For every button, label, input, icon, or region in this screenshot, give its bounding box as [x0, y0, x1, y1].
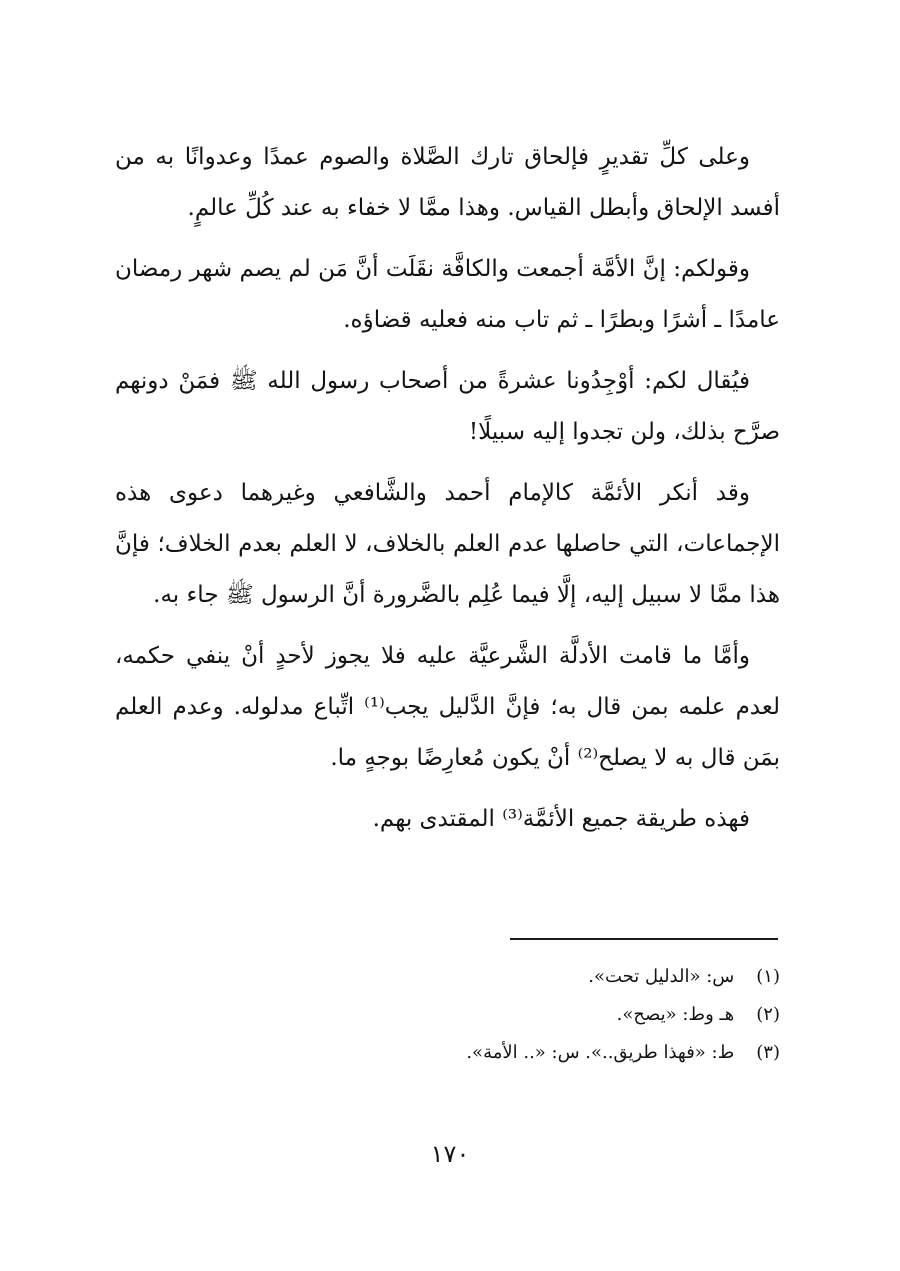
- footnote-number: (٣): [756, 1042, 780, 1063]
- footnote-1: [115, 958, 780, 996]
- page-number: ١٧٠: [430, 1140, 470, 1168]
- footnote-text: ط: «فهذا طريق..». س: «.. الأمة».: [466, 1042, 735, 1063]
- footnote-text: هـ وط: «يصح».: [616, 1004, 735, 1025]
- footnote-separator: [510, 938, 778, 940]
- footnote-text: س: «الدليل تحت».: [588, 966, 735, 987]
- paragraph-5: وأمَّا ما قامت الأدلَّة الشَّرعيَّة عليه فلا يجوز لأحدٍ أنْ ينفي حكمه، لعدم علمه بمن قال به؛ فإنَّ الدَّليل يجب⁽¹⁾ اتِّباع مدلوله. وعدم العلم بمَن قال به لا يصلح⁽²⁾ أنْ يكون مُعارِضًا بوجهٍ ما.: [115, 643, 780, 771]
- paragraph-4: وقد أنكر الأئمَّة كالإمام أحمد والشَّافعي وغيرهما دعوى هذه الإجماعات، التي حاصلها عدم العلم بالخلاف، لا العلم بعدم الخلاف؛ فإنَّ هذا ممَّا لا سبيل إليه، إلَّا فيما عُلِم بالضَّرورة أنَّ الرسول ﷺ جاء به.: [115, 480, 780, 608]
- paragraph-1: وعلى كلِّ تقديرٍ فإلحاق تارك الصَّلاة والصوم عمدًا وعدوانًا به من أفسد الإلحاق وأبطل القياس. وهذا ممَّا لا خفاء به عند كُلِّ عالمٍ.: [115, 144, 780, 221]
- paragraph-2: وقولكم: إنَّ الأمَّة أجمعت والكافَّة نقَلَت أنَّ مَن لم يصم شهر رمضان عامدًا ـ أشرًا وبطرًا ـ ثم تاب منه فعليه قضاؤه.: [115, 256, 780, 333]
- footnote-number: (١): [756, 966, 780, 987]
- footnote-number: (٢): [756, 1004, 780, 1025]
- main-text: [115, 132, 780, 855]
- paragraph-6: فهذه طريقة جميع الأئمَّة⁽³⁾ المقتدى بهم.: [372, 806, 750, 832]
- footnote-2: [115, 996, 780, 1034]
- footnotes: [115, 958, 780, 1072]
- paragraph-3: فيُقال لكم: أوْجِدُونا عشرةً من أصحاب رسول الله ﷺ فمَنْ دونهم صرَّح بذلك، ولن تجدوا إليه سبيلًا!: [115, 368, 780, 445]
- footnote-3: [115, 1034, 780, 1072]
